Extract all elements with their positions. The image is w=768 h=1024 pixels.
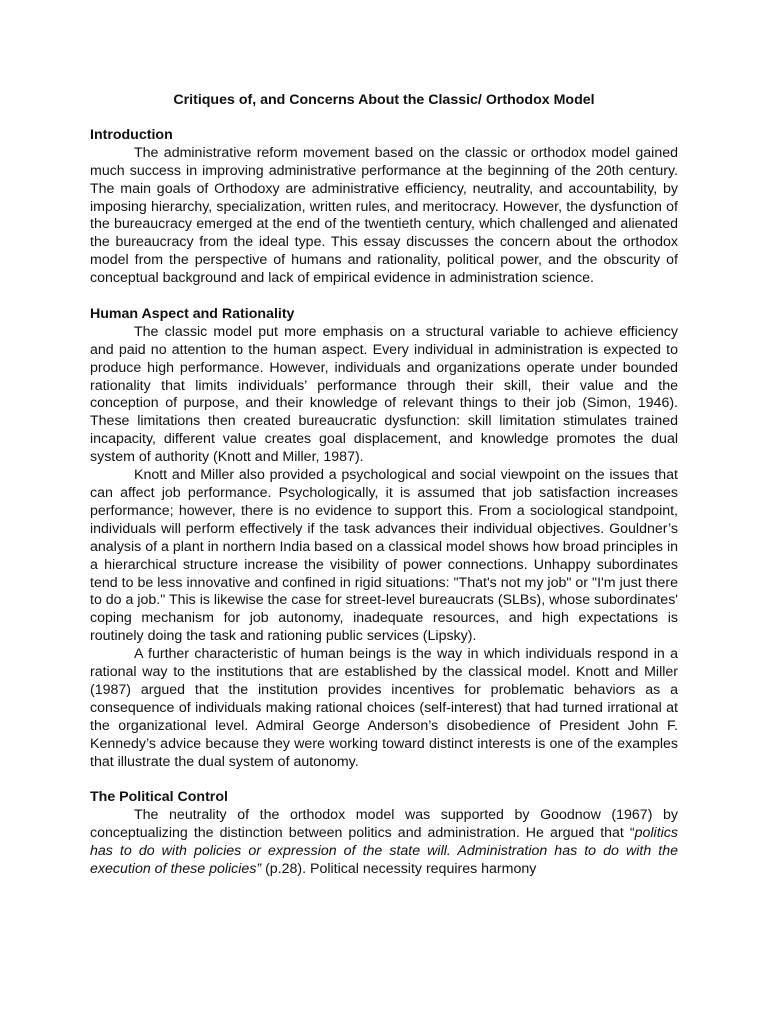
paragraph-political-control [90,807,678,879]
section-spacer [90,772,678,790]
paragraph-introduction: The administrative reform movement based on the classic or orthodox model gained much success in improving administrative performance at the beginning of the 20th century. The main goals of Orthodoxy are administrative efficiency, neutrality, and accountability, by imposing hierarchy, specialization, written rules, and meritocracy. However, the dysfunction of the bureaucracy emerged at the end of the twentieth century, which challenged and alienated the bureaucracy from the ideal type. This essay discusses the concern about the orthodox model from the perspective of humans and rationality, political power, and the obscurity of conceptual background and lack of empirical evidence in administration science. [90,144,678,287]
section-spacer [90,288,678,306]
document-page [90,92,678,879]
paragraph-political-quote: politics has to do with policies or expression of the state will. Administration has to do with the execution of these policies” [90,825,678,878]
paragraph-political-lead: The neutrality of the orthodox model was supported by Goodnow (1967) by conceptualizing the distinction between politics and administration. He argued that “ [90,807,678,842]
section-heading-introduction: Introduction [90,126,173,143]
paragraph-human-aspect-2: Knott and Miller also provided a psychological and social viewpoint on the issues that can affect job performance. Psychologically, it is assumed that job satisfaction increases performance; however, there is no evidence to support this. From a sociological standpoint, individuals will perform effectively if the task advances their individual objectives. Gouldner’s analysis of a plant in northern India based on a classical model shows how broad principles in a hierarchical structure increase the visibility of power connections. Unhappy subordinates tend to be less innovative and confined in rigid situations: "That's not my job" or "I'm just there to do a job." This is likewise the case for street-level bureaucrats (SLBs), whose subordinates' coping mechanism for job autonomy, inadequate resources, and high expectations is routinely doing the task and rationing public services (Lipsky). [90,467,678,645]
paragraph-political-tail: (p.28). Political necessity requires harmony [261,861,537,878]
paragraph-human-aspect-3: A further characteristic of human beings is the way in which individuals respond in a rational way to the institutions that are established by the classical model. Knott and Miller (1987) argued that the institution provides incentives for problematic behaviors as a consequence of individuals making rational choices (self-interest) that had turned irrational at the organizational level. Admiral George Anderson’s disobedience of President John F. Kennedy’s advice because they were working toward distinct interests is one of the examples that illustrate the dual system of autonomy. [90,646,678,770]
paragraph-human-aspect-1: The classic model put more emphasis on a structural variable to achieve efficiency and paid no attention to the human aspect. Every individual in administration is expected to produce high performance. However, individuals and organizations operate under bounded rationality that limits individuals’ performance through their skill, their value and the conception of purpose, and their knowledge of relevant things to their job (Simon, 1946). These limitations then created bureaucratic dysfunction: skill limitation stimulates trained incapacity, different value creates goal displacement, and knowledge promotes the dual system of authority (Knott and Miller, 1987). [90,323,678,466]
section-heading-human-aspect: Human Aspect and Rationality [90,305,295,322]
section-heading-political-control: The Political Control [90,789,228,806]
document-title: Critiques of, and Concerns About the Classic/ Orthodox Model [173,92,595,108]
